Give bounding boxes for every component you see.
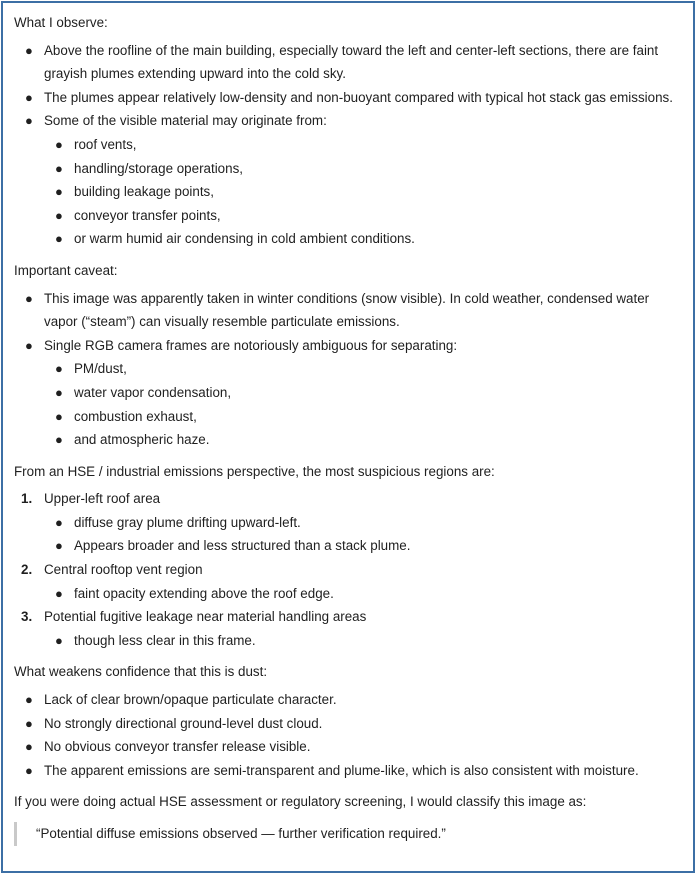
list-item-text: Lack of clear brown/opaque particulate character. [44, 692, 337, 708]
sub-list-item-text: and atmospheric haze. [74, 432, 210, 448]
bullet-icon: ● [25, 42, 33, 58]
conclusion-text: If you were doing actual HSE assessment or regulatory screening, I would classify this image as: [14, 794, 587, 810]
list-item-text: Above the roofline of the main building, especially toward the left and center-left sections, there are faint grayish plumes extending upward into the cold sky. [44, 42, 659, 82]
regions-heading: From an HSE / industrial emissions perspective, the most suspicious regions are: [14, 463, 495, 479]
bullet-icon: ● [55, 432, 63, 448]
bullet-icon: ● [55, 160, 63, 176]
sources-sublist [14, 133, 685, 251]
observe-list [14, 39, 685, 251]
sub-list-item-text: faint opacity extending above the roof edge. [74, 585, 334, 601]
numbered-item [14, 605, 685, 652]
list-item [14, 39, 685, 86]
sub-list-item [14, 511, 685, 535]
list-item [14, 735, 685, 759]
sub-list-item [14, 204, 685, 228]
classification-quote: “Potential diffuse emissions observed — further verification required.” [14, 822, 685, 846]
bullet-icon: ● [55, 538, 63, 554]
sub-list-item-text: building leakage points, [74, 184, 214, 200]
sub-list-item-text: Appears broader and less structured than a stack plume. [74, 538, 411, 554]
sub-list-item-text: diffuse gray plume drifting upward-left. [74, 514, 301, 530]
sub-list-item [14, 133, 685, 157]
sub-list-item [14, 534, 685, 558]
sub-list-item [14, 157, 685, 181]
observe-heading: What I observe: [14, 15, 108, 30]
bullet-icon: ● [55, 408, 63, 424]
sub-list-item [14, 629, 685, 653]
list-item [14, 688, 685, 712]
item-number: 1. [21, 491, 33, 507]
numbered-item-title: Central rooftop vent region [44, 562, 203, 578]
regions-list [14, 487, 685, 652]
list-item-text: The apparent emissions are semi-transparent and plume-like, which is also consistent with moisture. [44, 762, 639, 778]
caveat-list [14, 287, 685, 452]
list-item [14, 759, 685, 783]
numbered-item-title: Upper-left roof area [44, 491, 161, 507]
bullet-icon: ● [55, 585, 63, 601]
list-item-text: Some of the visible material may originate from: [44, 113, 327, 129]
bullet-icon: ● [25, 113, 33, 129]
sub-list-item [14, 405, 685, 429]
list-item [14, 109, 685, 251]
list-item-text: No obvious conveyor transfer release visible. [44, 739, 311, 755]
sub-list-item-text: handling/storage operations, [74, 160, 243, 176]
ambiguous-sublist [14, 357, 685, 451]
sub-list-item [14, 381, 685, 405]
list-item-text: The plumes appear relatively low-density and non-buoyant compared with typical hot stack gas emissions. [44, 89, 673, 105]
bullet-icon: ● [25, 290, 33, 306]
response-frame [1, 1, 695, 873]
weakens-list [14, 688, 685, 782]
list-item [14, 287, 685, 334]
item-number: 3. [21, 609, 33, 625]
list-item [14, 334, 685, 452]
region-sublist [14, 511, 685, 558]
numbered-item [14, 487, 685, 558]
list-item [14, 712, 685, 736]
bullet-icon: ● [55, 136, 63, 152]
sub-list-item-text: water vapor condensation, [74, 384, 232, 400]
sub-list-item-text: though less clear in this frame. [74, 632, 256, 648]
bullet-icon: ● [25, 715, 33, 731]
bullet-icon: ● [25, 337, 33, 353]
bullet-icon: ● [55, 361, 63, 377]
sub-list-item-text: combustion exhaust, [74, 408, 197, 424]
sub-list-item-text: conveyor transfer points, [74, 207, 221, 223]
bullet-icon: ● [55, 632, 63, 648]
numbered-item-title: Potential fugitive leakage near material handling areas [44, 609, 367, 625]
region-sublist [14, 582, 685, 606]
sub-list-item-text: roof vents, [74, 136, 137, 152]
bullet-icon: ● [25, 692, 33, 708]
sub-list-item [14, 582, 685, 606]
bullet-icon: ● [55, 384, 63, 400]
region-sublist [14, 629, 685, 653]
bullet-icon: ● [25, 89, 33, 105]
weakens-heading: What weakens confidence that this is dust: [14, 664, 268, 680]
sub-list-item [14, 180, 685, 204]
response-body [14, 3, 685, 846]
bullet-icon: ● [55, 514, 63, 530]
bullet-icon: ● [55, 184, 63, 200]
sub-list-item [14, 357, 685, 381]
sub-list-item [14, 428, 685, 452]
bullet-icon: ● [55, 207, 63, 223]
bullet-icon: ● [25, 762, 33, 778]
bullet-icon: ● [55, 231, 63, 247]
list-item-text: Single RGB camera frames are notoriously ambiguous for separating: [44, 337, 458, 353]
list-item [14, 86, 685, 110]
caveat-heading: Important caveat: [14, 262, 118, 278]
sub-list-item-text: PM/dust, [74, 361, 127, 377]
list-item-text: This image was apparently taken in winter conditions (snow visible). In cold weather, condensed water vapor (“steam”) can visually resemble particulate emissions. [44, 290, 650, 330]
sub-list-item-text: or warm humid air condensing in cold ambient conditions. [74, 231, 415, 247]
item-number: 2. [21, 562, 33, 578]
sub-list-item [14, 227, 685, 251]
numbered-item [14, 558, 685, 605]
list-item-text: No strongly directional ground-level dust cloud. [44, 715, 323, 731]
bullet-icon: ● [25, 739, 33, 755]
